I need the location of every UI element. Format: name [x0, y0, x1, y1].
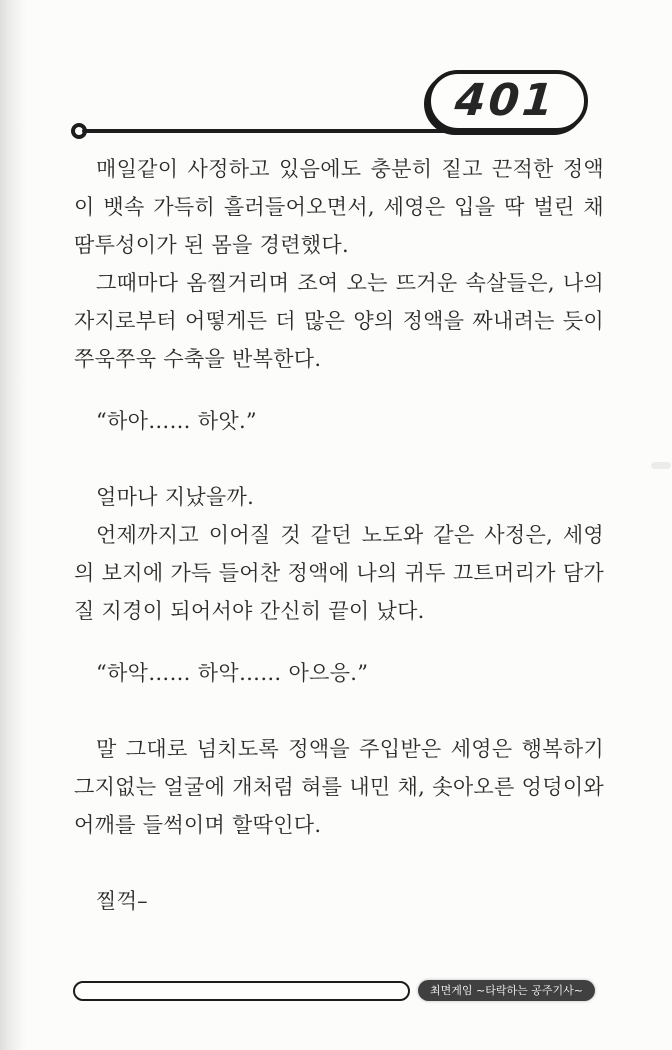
scan-artifact: [651, 462, 671, 469]
page-number: 401: [452, 75, 558, 126]
sfx-text: 찔꺽–: [96, 889, 148, 913]
header-rule-line: [82, 129, 448, 133]
series-title: 최면게임 ~타락하는 공주기사~: [430, 984, 583, 997]
paragraph: 매일같이 사정하고 있음에도 충분히 짙고 끈적한 정액이 뱃속 가득히 흘러들어오면서, 세영은 입을 딱 벌린 채 땀투성이가 된 몸을 경련했다.: [74, 157, 604, 257]
dialogue-line: “하아…… 하앗.”: [96, 409, 257, 433]
page-number-badge: [427, 70, 588, 132]
paragraph: 그때마다 옴찔거리며 조여 오는 뜨거운 속살들은, 나의 자지로부터 어떻게든 더 많은 양의 정액을 짜내려는 듯이 쭈욱쭈욱 수축을 반복한다.: [74, 271, 604, 371]
paragraph: 언제까지고 이어질 것 같던 노도와 같은 사정은, 세영의 보지에 가득 들어찬 정액에 나의 귀두 끄트머리가 담가질 지경이 되어서야 간신히 끝이 났다.: [74, 523, 604, 623]
footer-rule-pill: [73, 981, 410, 1001]
text-body: [74, 150, 604, 920]
dialogue-line: “하악…… 하악…… 아으응.”: [96, 661, 369, 685]
page-edge-shadow: [0, 0, 26, 1050]
series-title-badge: [418, 980, 595, 1001]
paragraph: 얼마나 지났을까.: [96, 485, 255, 509]
paragraph: 말 그대로 넘치도록 정액을 주입받은 세영은 행복하기 그지없는 얼굴에 개처럼 혀를 내민 채, 솟아오른 엉덩이와 어깨를 들썩이며 할딱인다.: [74, 737, 604, 837]
